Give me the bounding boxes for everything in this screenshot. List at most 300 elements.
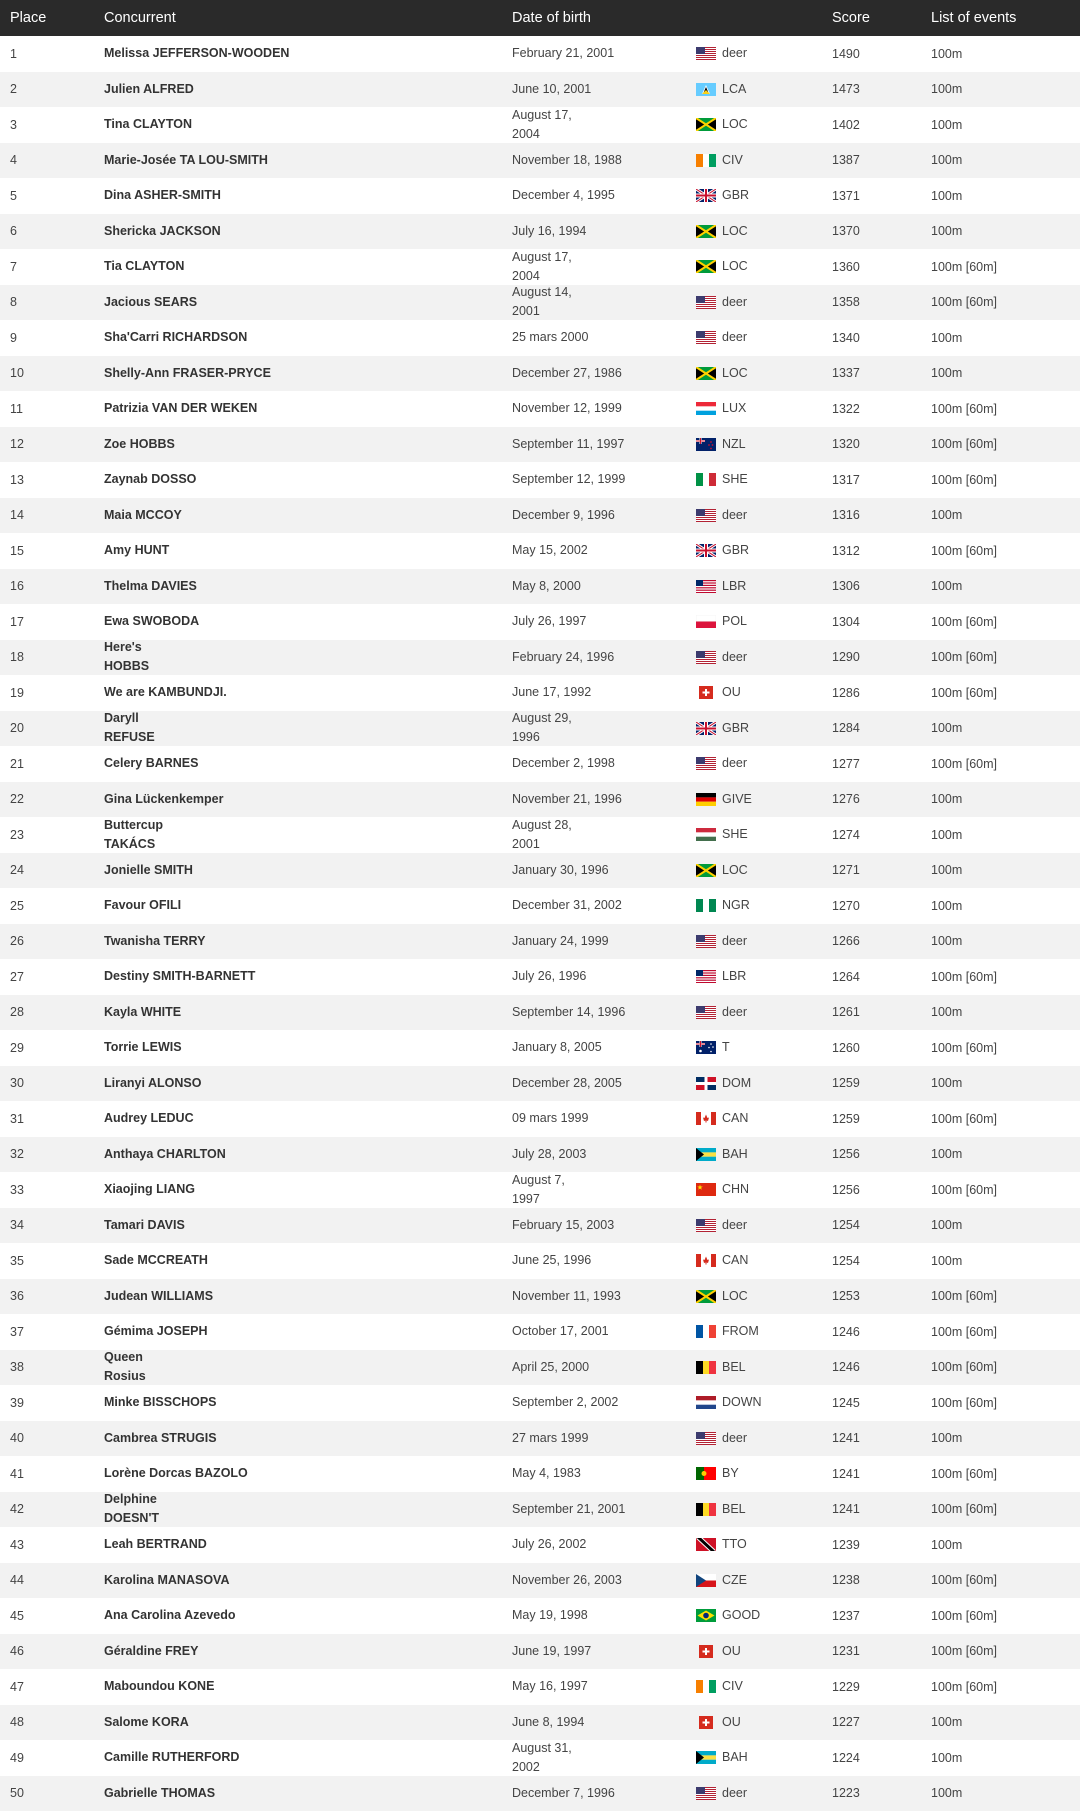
flag-icon [696,1609,716,1622]
flag-icon [696,1467,716,1480]
table-row[interactable] [0,924,1080,960]
date-of-birth: August 31, 2002 [512,1740,572,1774]
flag-icon [696,83,716,96]
place-cell: 31 [10,1111,24,1126]
events-cell: 100m [60m] [931,1608,998,1623]
score-cell: 1490 [832,46,860,61]
date-of-birth: December 31, 2002 [512,898,622,913]
score-cell: 1271 [832,863,860,878]
score-cell: 1473 [832,82,860,97]
events-cell: 100m [931,224,963,239]
competitor-name: Ewa SWOBODA [104,614,200,629]
header-competitor[interactable]: Concurrent [104,9,176,26]
table-row[interactable] [0,427,1080,463]
competitor-name: Maboundou KONE [104,1679,215,1694]
date-of-birth: May 16, 1997 [512,1679,588,1694]
competitor-name: Julien ALFRED [104,81,194,96]
place-cell: 1 [10,46,17,61]
events-cell: 100m [60m] [931,1466,998,1481]
nationality-code: FROM [722,1324,759,1339]
flag-icon [696,225,716,238]
place-cell: 39 [10,1395,24,1410]
table-row[interactable] [0,1776,1080,1811]
score-cell: 1340 [832,330,860,345]
score-cell: 1241 [832,1502,860,1517]
flag-icon [696,1112,716,1125]
competitor-name: Amy HUNT [104,543,170,558]
nationality-code: CIV [722,1679,743,1694]
table-row[interactable] [0,1598,1080,1634]
events-cell: 100m [60m] [931,472,998,487]
date-of-birth: August 17, 2004 [512,107,572,141]
table-row[interactable] [0,1385,1080,1421]
table-row[interactable] [0,178,1080,214]
score-cell: 1237 [832,1608,860,1623]
table-row[interactable] [0,604,1080,640]
flag-icon [696,1254,716,1267]
nationality-code: T [722,1040,730,1055]
flag-icon [696,473,716,486]
table-row[interactable] [0,640,1080,676]
table-row[interactable] [0,143,1080,179]
nationality-code: CHN [722,1182,750,1197]
table-row[interactable] [0,1137,1080,1173]
score-cell: 1371 [832,188,860,203]
nationality-code: OU [722,1643,741,1658]
score-cell: 1253 [832,1289,860,1304]
table-row[interactable] [0,249,1080,285]
score-cell: 1245 [832,1395,860,1410]
score-cell: 1312 [832,543,860,558]
competitor-name: Zoe HOBBS [104,436,175,451]
events-cell: 100m [931,508,963,523]
events-cell: 100m [931,1750,963,1765]
nationality-code: POL [722,614,748,629]
table-row[interactable] [0,1634,1080,1670]
score-cell: 1239 [832,1537,860,1552]
competitor-name: Marie-Josée TA LOU-SMITH [104,152,268,167]
place-cell: 26 [10,934,24,949]
place-cell: 3 [10,117,17,132]
place-cell: 13 [10,472,24,487]
table-row[interactable] [0,36,1080,72]
table-row[interactable] [0,1101,1080,1137]
events-cell: 100m [931,46,963,61]
nationality-code: SHE [722,827,748,842]
date-of-birth: January 8, 2005 [512,1040,602,1055]
competitor-name: Torrie LEWIS [104,1040,182,1055]
date-of-birth: July 26, 2002 [512,1537,587,1552]
events-cell: 100m [60m] [931,614,998,629]
nationality-code: DOWN [722,1395,762,1410]
table-row[interactable] [0,959,1080,995]
events-cell: 100m [60m] [931,685,998,700]
place-cell: 27 [10,969,24,984]
competitor-name: Salome KORA [104,1714,189,1729]
competitor-name: Ana Carolina Azevedo [104,1608,236,1623]
competitor-name: Thelma DAVIES [104,578,197,593]
date-of-birth: June 10, 2001 [512,81,592,96]
date-of-birth: September 12, 1999 [512,472,626,487]
events-cell: 100m [931,1076,963,1091]
nationality-code: GBR [722,188,750,203]
table-row[interactable] [0,1243,1080,1279]
nationality-code: LOC [722,365,748,380]
table-row[interactable] [0,356,1080,392]
nationality-code: deer [722,1004,748,1019]
place-cell: 28 [10,1005,24,1020]
nationality-code: DOM [722,1075,752,1090]
flag-icon [696,899,716,912]
competitor-name: Destiny SMITH-BARNETT [104,969,256,984]
table-row[interactable] [0,107,1080,143]
table-row[interactable] [0,1030,1080,1066]
place-cell: 6 [10,224,17,239]
place-cell: 38 [10,1360,24,1375]
table-row[interactable] [0,1421,1080,1457]
competitor-name: Gina Lückenkemper [104,791,224,806]
place-cell: 29 [10,1040,24,1055]
score-cell: 1264 [832,969,860,984]
flag-icon [696,402,716,415]
date-of-birth: December 2, 1998 [512,756,615,771]
table-row[interactable] [0,1279,1080,1315]
flag-icon [696,509,716,522]
nationality-code: deer [722,756,748,771]
flag-icon [696,1645,716,1658]
flag-icon [696,118,716,131]
events-cell: 100m [931,366,963,381]
nationality-code: BAH [722,1750,748,1765]
score-cell: 1276 [832,792,860,807]
flag-icon [696,1325,716,1338]
table-row[interactable] [0,391,1080,427]
events-cell: 100m [60m] [931,437,998,452]
score-cell: 1304 [832,614,860,629]
score-cell: 1261 [832,1005,860,1020]
date-of-birth: July 26, 1996 [512,969,587,984]
nationality-code: deer [722,1430,748,1445]
date-of-birth: 25 mars 2000 [512,330,589,345]
flag-icon [696,1680,716,1693]
flag-icon [696,438,716,451]
score-cell: 1337 [832,366,860,381]
nationality-code: deer [722,1217,748,1232]
flag-icon [696,544,716,557]
events-cell: 100m [60m] [931,1644,998,1659]
nationality-code: deer [722,507,748,522]
date-of-birth: February 21, 2001 [512,46,615,61]
events-cell: 100m [931,863,963,878]
score-cell: 1402 [832,117,860,132]
nationality-code: BY [722,1466,739,1481]
date-of-birth: October 17, 2001 [512,1324,609,1339]
place-cell: 17 [10,614,24,629]
table-row[interactable] [0,1740,1080,1776]
nationality-code: LBR [722,969,747,984]
flag-icon [696,935,716,948]
place-cell: 32 [10,1147,24,1162]
date-of-birth: July 26, 1997 [512,614,587,629]
competitor-name: Sha'Carri RICHARDSON [104,330,248,345]
events-cell: 100m [931,827,963,842]
score-cell: 1277 [832,756,860,771]
flag-icon [696,722,716,735]
competitor-name: Cambrea STRUGIS [104,1430,217,1445]
nationality-code: OU [722,685,741,700]
score-cell: 1316 [832,508,860,523]
place-cell: 35 [10,1253,24,1268]
table-row[interactable] [0,498,1080,534]
flag-icon [696,47,716,60]
events-cell: 100m [60m] [931,1502,998,1517]
events-cell: 100m [60m] [931,1111,998,1126]
events-cell: 100m [931,188,963,203]
table-row[interactable] [0,888,1080,924]
table-row[interactable] [0,995,1080,1031]
table-row[interactable] [0,285,1080,321]
table-row[interactable] [0,533,1080,569]
nationality-code: TTO [722,1537,747,1552]
flag-icon [696,1503,716,1516]
score-cell: 1360 [832,259,860,274]
flag-icon [696,580,716,593]
place-cell: 21 [10,756,24,771]
flag-icon [696,260,716,273]
table-row[interactable] [0,711,1080,747]
competitor-name: Xiaojing LIANG [104,1182,195,1197]
nationality-code: LOC [722,223,748,238]
place-cell: 33 [10,1182,24,1197]
date-of-birth: November 11, 1993 [512,1288,621,1303]
flag-icon [696,757,716,770]
score-cell: 1274 [832,827,860,842]
table-row[interactable] [0,782,1080,818]
table-row[interactable] [0,462,1080,498]
competitor-name: Dina ASHER-SMITH [104,188,221,203]
events-cell: 100m [931,792,963,807]
place-cell: 8 [10,295,17,310]
place-cell: 15 [10,543,24,558]
date-of-birth: 09 mars 1999 [512,1111,589,1126]
score-cell: 1241 [832,1431,860,1446]
competitor-name: Lorène Dorcas BAZOLO [104,1466,248,1481]
table-row[interactable] [0,1705,1080,1741]
date-of-birth: August 28, 2001 [512,817,572,851]
place-cell: 16 [10,579,24,594]
date-of-birth: December 4, 1995 [512,188,615,203]
competitor-name: Camille RUTHERFORD [104,1750,240,1765]
table-row[interactable] [0,1172,1080,1208]
table-row[interactable] [0,1350,1080,1386]
competitor-name: Audrey LEDUC [104,1111,194,1126]
nationality-code: deer [722,46,748,61]
place-cell: 45 [10,1608,24,1623]
flag-icon [696,367,716,380]
flag-icon [696,793,716,806]
events-cell: 100m [60m] [931,650,998,665]
score-cell: 1306 [832,579,860,594]
events-cell: 100m [60m] [931,543,998,558]
table-row[interactable] [0,1456,1080,1492]
competitor-name: Anthaya CHARLTON [104,1146,226,1161]
place-cell: 22 [10,792,24,807]
nationality-code: CAN [722,1253,749,1268]
score-cell: 1266 [832,934,860,949]
flag-icon [696,1787,716,1800]
table-row[interactable] [0,1669,1080,1705]
place-cell: 37 [10,1324,24,1339]
table-row[interactable] [0,1066,1080,1102]
score-cell: 1227 [832,1715,860,1730]
events-cell: 100m [60m] [931,969,998,984]
header-events[interactable]: List of events [931,10,1017,26]
table-row[interactable] [0,675,1080,711]
table-row[interactable] [0,72,1080,108]
nationality-code: GBR [722,720,750,735]
flag-icon [696,296,716,309]
flag-icon [696,864,716,877]
competitor-name: Tia CLAYTON [104,259,185,274]
date-of-birth: November 18, 1988 [512,152,622,167]
nationality-code: BAH [722,1146,748,1161]
events-cell: 100m [60m] [931,259,998,274]
place-cell: 50 [10,1786,24,1801]
events-cell: 100m [931,82,963,97]
place-cell: 42 [10,1502,24,1517]
table-row[interactable] [0,746,1080,782]
events-cell: 100m [60m] [931,1360,998,1375]
flag-icon [696,1183,716,1196]
place-cell: 10 [10,366,24,381]
place-cell: 43 [10,1537,24,1552]
score-cell: 1259 [832,1111,860,1126]
date-of-birth: August 29, 1996 [512,711,572,745]
competitor-name: Minke BISSCHOPS [104,1395,217,1410]
competitor-name: Gabrielle THOMAS [104,1785,216,1800]
events-cell: 100m [931,1147,963,1162]
header-score[interactable]: Score [832,10,870,26]
score-cell: 1223 [832,1786,860,1801]
table-row[interactable] [0,1492,1080,1528]
date-of-birth: April 25, 2000 [512,1359,590,1374]
events-cell: 100m [931,934,963,949]
competitor-name: Shelly-Ann FRASER-PRYCE [104,365,271,380]
table-row[interactable] [0,1314,1080,1350]
date-of-birth: June 25, 1996 [512,1253,592,1268]
flag-icon [696,331,716,344]
table-row[interactable] [0,853,1080,889]
table-row[interactable] [0,569,1080,605]
score-cell: 1224 [832,1750,860,1765]
table-header [0,0,1080,36]
nationality-code: deer [722,330,748,345]
place-cell: 30 [10,1076,24,1091]
flag-icon [696,1006,716,1019]
score-cell: 1290 [832,650,860,665]
place-cell: 19 [10,685,24,700]
header-dob[interactable]: Date of birth [512,9,591,26]
flag-icon [696,615,716,628]
place-cell: 2 [10,82,17,97]
score-cell: 1322 [832,401,860,416]
flag-icon [696,651,716,664]
flag-icon [696,1290,716,1303]
nationality-code: LOC [722,259,748,274]
place-cell: 41 [10,1466,24,1481]
score-cell: 1246 [832,1324,860,1339]
place-cell: 20 [10,721,24,736]
events-cell: 100m [60m] [931,1679,998,1694]
table-row[interactable] [0,817,1080,853]
table-row[interactable] [0,1563,1080,1599]
date-of-birth: January 24, 1999 [512,933,609,948]
date-of-birth: July 28, 2003 [512,1146,587,1161]
place-cell: 14 [10,508,24,523]
header-place[interactable]: Place [10,10,47,26]
flag-icon [696,1219,716,1232]
place-cell: 25 [10,898,24,913]
flag-icon [696,1361,716,1374]
table-row[interactable] [0,214,1080,250]
place-cell: 48 [10,1715,24,1730]
place-cell: 24 [10,863,24,878]
nationality-code: NZL [722,436,746,451]
score-cell: 1229 [832,1679,860,1694]
score-cell: 1254 [832,1218,860,1233]
nationality-code: LOC [722,1288,748,1303]
nationality-code: GOOD [722,1608,761,1623]
nationality-code: LOC [722,117,748,132]
score-cell: 1238 [832,1573,860,1588]
flag-icon [696,1077,716,1090]
competitor-name: Jonielle SMITH [104,862,193,877]
events-cell: 100m [60m] [931,756,998,771]
nationality-code: BEL [722,1501,746,1516]
events-cell: 100m [931,898,963,913]
competitor-name: Leah BERTRAND [104,1537,207,1552]
competitor-name: Maia MCCOY [104,507,182,522]
competitor-name: Liranyi ALONSO [104,1075,202,1090]
place-cell: 34 [10,1218,24,1233]
events-cell: 100m [931,1218,963,1233]
place-cell: 5 [10,188,17,203]
flag-icon [696,154,716,167]
events-cell: 100m [60m] [931,1182,998,1197]
nationality-code: deer [722,294,748,309]
competitor-name: We are KAMBUNDJI. [104,685,227,700]
table-row[interactable] [0,1527,1080,1563]
nationality-code: LOC [722,862,748,877]
flag-icon [696,1396,716,1409]
nationality-code: CAN [722,1111,749,1126]
events-cell: 100m [931,1431,963,1446]
flag-icon [696,1538,716,1551]
table-row[interactable] [0,320,1080,356]
events-cell: 100m [60m] [931,401,998,416]
nationality-code: GBR [722,543,750,558]
date-of-birth: November 21, 1996 [512,791,622,806]
date-of-birth: August 17, 2004 [512,249,572,283]
score-cell: 1256 [832,1147,860,1162]
nationality-code: CIV [722,152,743,167]
table-row[interactable] [0,1208,1080,1244]
date-of-birth: December 7, 1996 [512,1785,615,1800]
score-cell: 1231 [832,1644,860,1659]
competitor-name: Melissa JEFFERSON-WOODEN [104,46,290,61]
date-of-birth: September 11, 1997 [512,436,625,451]
events-cell: 100m [60m] [931,1040,998,1055]
